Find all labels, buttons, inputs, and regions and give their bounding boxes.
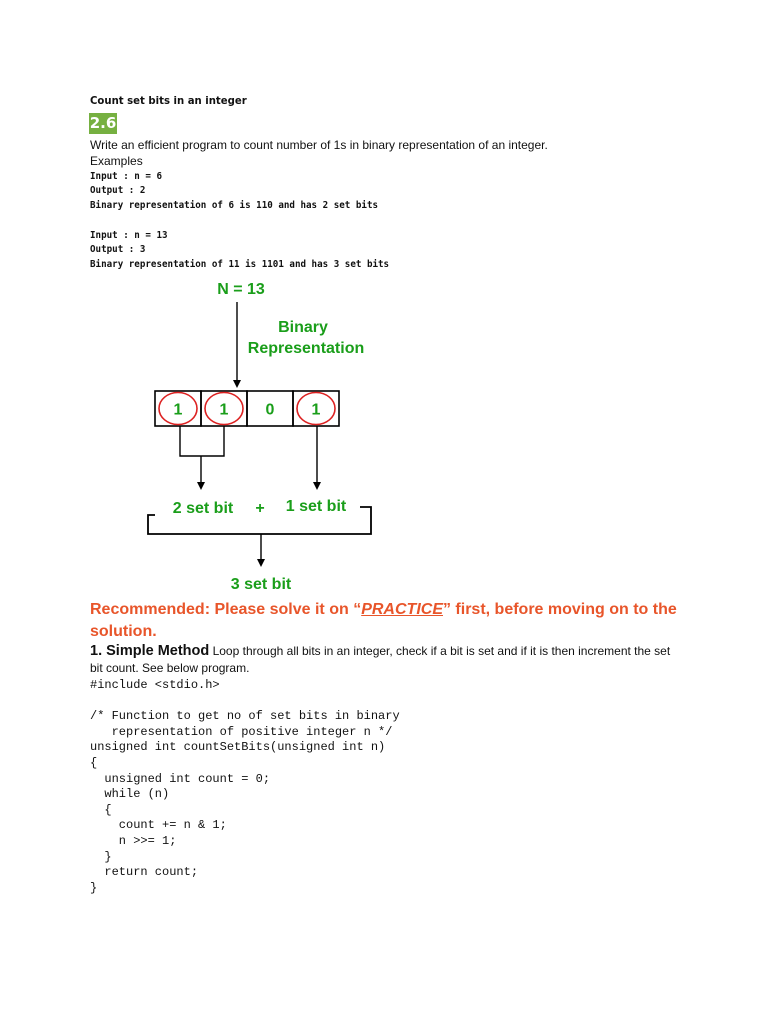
recommended-suffix: ” first, before moving on to the solution. — [90, 601, 677, 640]
code-line — [90, 694, 400, 710]
plus-sign: + — [255, 500, 265, 517]
page-title: Count set bits in an integer — [90, 94, 247, 107]
example1-input: Input : n = 6 — [90, 171, 163, 182]
right-group-label: 1 set bit — [285, 498, 347, 515]
binary-label: Binary — [278, 319, 328, 336]
examples-label: Examples — [90, 154, 143, 168]
code-line: n >>= 1; — [90, 833, 177, 848]
example2-explanation: Binary representation of 11 is 1101 and has 3 set bits — [90, 259, 390, 270]
recommended-prefix: Recommended: Please solve it on “ — [90, 601, 362, 618]
left-group-label: 2 set bit — [172, 500, 234, 517]
method-heading: 1. Simple Method — [90, 643, 210, 659]
left-group-bracket — [180, 426, 224, 456]
bit-value: 1 — [173, 401, 183, 419]
n-label: N = 13 — [217, 281, 265, 298]
bit-value: 1 — [219, 401, 229, 419]
code-line: } — [90, 880, 98, 895]
code-line: unsigned int count = 0; — [90, 771, 271, 786]
code-line: { — [90, 802, 112, 817]
representation-label: Representation — [247, 340, 365, 357]
example1-explanation: Binary representation of 6 is 110 and has 2 set bits — [90, 200, 379, 211]
code-line: } — [90, 849, 112, 864]
code-line: #include <stdio.h> — [90, 678, 220, 692]
code-line: while (n) — [90, 787, 170, 802]
example2-output: Output : 3 — [90, 244, 146, 255]
code-line: { — [90, 755, 98, 770]
recommended-notice — [90, 599, 690, 643]
method-description — [90, 643, 680, 677]
code-block — [90, 678, 400, 896]
bit-value: 0 — [265, 401, 275, 419]
code-line: unsigned int countSetBits(unsigned int n) — [90, 740, 386, 755]
practice-link[interactable]: PRACTICE — [361, 601, 443, 618]
code-line: return count; — [90, 865, 199, 880]
section-badge: 2.6 — [89, 114, 117, 132]
problem-statement: Write an efficient program to count number of 1s in binary representation of an integer. — [90, 138, 548, 152]
result-label: 3 set bit — [230, 576, 292, 593]
example1-output: Output : 2 — [90, 185, 146, 196]
bit-value: 1 — [311, 401, 321, 419]
code-line: /* Function to get no of set bits in binary — [90, 709, 400, 724]
example2-input: Input : n = 13 — [90, 230, 168, 241]
code-line: representation of positive integer n */ — [90, 724, 393, 739]
method-text: Loop through all bits in an integer, check if a bit is set and if it is then increment the set bit count. See below program. — [90, 644, 671, 675]
code-line: count += n & 1; — [90, 818, 227, 833]
